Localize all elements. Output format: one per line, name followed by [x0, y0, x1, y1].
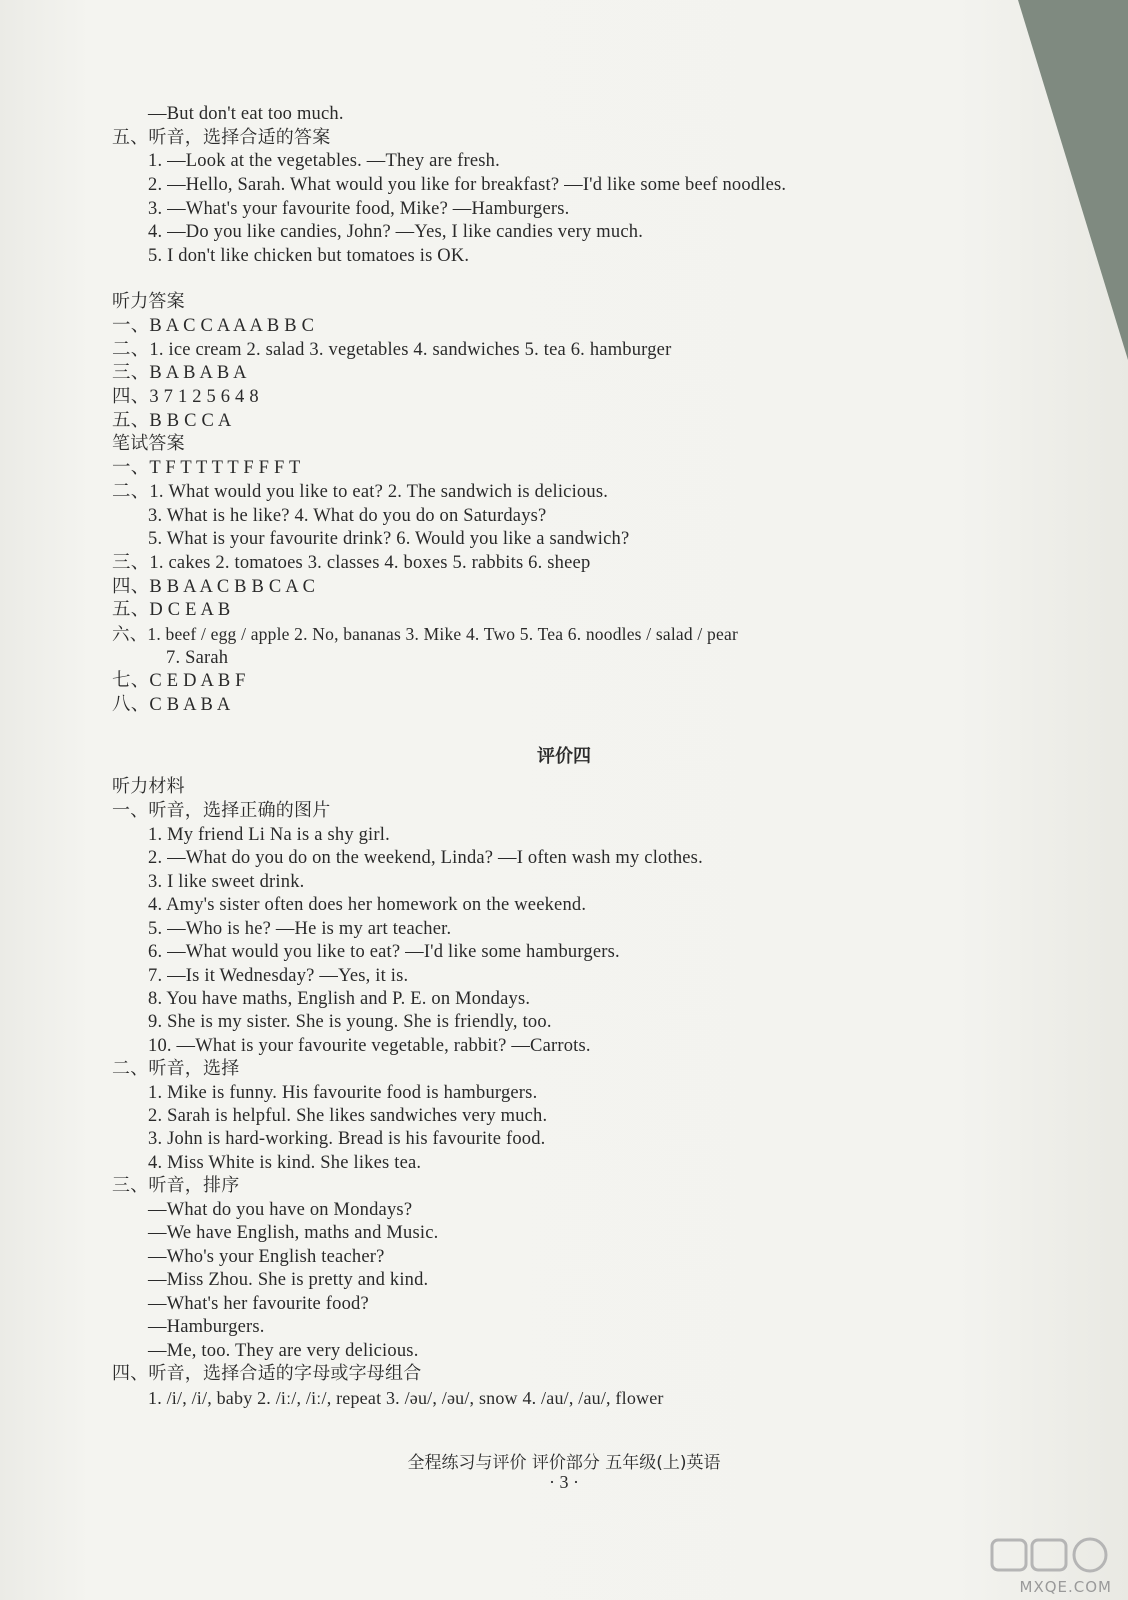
- line-5: 4. —Do you like candies, John? —Yes, I like candies very much.: [148, 222, 644, 242]
- line-19: 四、B B A A C B B C A C: [112, 577, 316, 597]
- line-8: 一、B A C C A A A B B C: [112, 316, 315, 336]
- footer-title: 全程练习与评价 评价部分 五年级(上)英语: [407, 1453, 721, 1473]
- line-45: —Who's your English teacher?: [148, 1247, 385, 1267]
- line-51: 1. /i/, /i/, baby 2. /iː/, /iː/, repeat 3. /əu/, /əu/, snow 4. /au/, /au/, flower: [148, 1388, 664, 1408]
- page-number: · 3 ·: [549, 1472, 579, 1492]
- line-49: —Me, too. They are very delicious.: [148, 1341, 419, 1361]
- line-34: 8. You have maths, English and P. E. on Mondays.: [148, 989, 531, 1009]
- section-title: 评价四: [537, 746, 591, 767]
- line-24: 八、C B A B A: [112, 695, 231, 715]
- line-17: 5. What is your favourite drink? 6. Would you like a sandwich?: [148, 529, 630, 549]
- line-33: 7. —Is it Wednesday? —Yes, it is.: [148, 966, 409, 986]
- line-16: 3. What is he like? 4. What do you do on Saturdays?: [148, 506, 547, 526]
- line-30: 4. Amy's sister often does her homework on the weekend.: [148, 895, 587, 915]
- line-15: 二、1. What would you like to eat? 2. The sandwich is delicious.: [112, 482, 609, 502]
- line-37: 二、听音，选择: [112, 1058, 240, 1079]
- line-12: 五、B B C C A: [112, 411, 232, 431]
- line-6: 5. I don't like chicken but tomatoes is OK.: [148, 246, 470, 266]
- folded-corner: [1018, 0, 1128, 360]
- line-2: 1. —Look at the vegetables. —They are fresh.: [148, 151, 500, 171]
- line-47: —What's her favourite food?: [148, 1294, 369, 1314]
- line-31: 5. —Who is he? —He is my art teacher.: [148, 919, 452, 939]
- line-35: 9. She is my sister. She is young. She is friendly, too.: [148, 1012, 552, 1032]
- line-10: 三、B A B A B A: [112, 363, 247, 383]
- line-48: —Hamburgers.: [148, 1317, 265, 1337]
- line-0: —But don't eat too much.: [148, 104, 344, 124]
- line-26: 一、听音，选择正确的图片: [112, 800, 331, 821]
- line-36: 10. —What is your favourite vegetable, rabbit? —Carrots.: [148, 1036, 591, 1056]
- line-42: 三、听音，排序: [112, 1175, 240, 1196]
- line-23: 七、C E D A B F: [112, 671, 246, 691]
- line-4: 3. —What's your favourite food, Mike? —Hamburgers.: [148, 199, 570, 219]
- line-41: 4. Miss White is kind. She likes tea.: [148, 1153, 422, 1173]
- line-13: 笔试答案: [112, 433, 185, 454]
- line-50: 四、听音，选择合适的字母或字母组合: [112, 1363, 422, 1384]
- line-38: 1. Mike is funny. His favourite food is hamburgers.: [148, 1083, 538, 1103]
- line-9: 二、1. ice cream 2. salad 3. vegetables 4. sandwiches 5. tea 6. hamburger: [112, 340, 672, 360]
- line-43: —What do you have on Mondays?: [148, 1200, 413, 1220]
- watermark-text: MXQE.COM: [1019, 1578, 1112, 1596]
- line-32: 6. —What would you like to eat? —I'd like some hamburgers.: [148, 942, 620, 962]
- line-20: 五、D C E A B: [112, 600, 231, 620]
- line-40: 3. John is hard-working. Bread is his favourite food.: [148, 1129, 546, 1149]
- line-14: 一、T F T T T T F F F T: [112, 458, 301, 478]
- line-39: 2. Sarah is helpful. She likes sandwiches very much.: [148, 1106, 548, 1126]
- line-3: 2. —Hello, Sarah. What would you like for breakfast? —I'd like some beef noodles.: [148, 175, 787, 195]
- line-44: —We have English, maths and Music.: [148, 1223, 439, 1243]
- line-11: 四、3 7 1 2 5 6 4 8: [112, 387, 259, 407]
- line-28: 2. —What do you do on the weekend, Linda? —I often wash my clothes.: [148, 848, 703, 868]
- line-18: 三、1. cakes 2. tomatoes 3. classes 4. boxes 5. rabbits 6. sheep: [112, 553, 591, 573]
- line-21: 六、1. beef / egg / apple 2. No, bananas 3. Mike 4. Two 5. Tea 6. noodles / salad / pear: [112, 624, 738, 644]
- line-29: 3. I like sweet drink.: [148, 872, 305, 892]
- line-27: 1. My friend Li Na is a shy girl.: [148, 825, 390, 845]
- line-22: 7. Sarah: [166, 648, 229, 668]
- line-7: 听力答案: [112, 291, 185, 312]
- line-25: 听力材料: [112, 776, 185, 797]
- line-46: —Miss Zhou. She is pretty and kind.: [148, 1270, 429, 1290]
- line-1: 五、听音，选择合适的答案: [112, 127, 331, 148]
